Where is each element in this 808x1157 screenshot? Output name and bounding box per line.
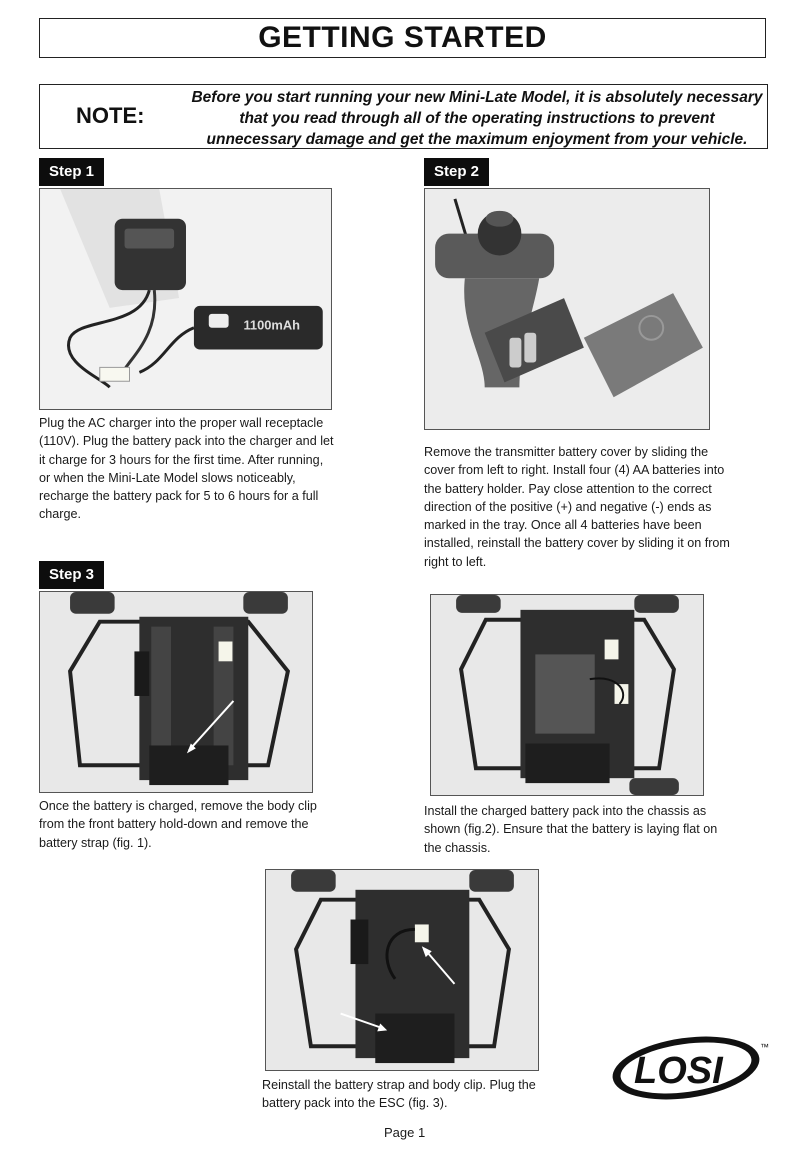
chassis-fig3-illustration — [266, 870, 538, 1070]
chassis-fig2-illustration — [431, 595, 703, 795]
charger-battery-illustration — [40, 189, 331, 409]
step-1-photo — [39, 188, 332, 410]
logo-wordmark: LOSI — [634, 1050, 723, 1092]
step-3-text-fig2: Install the charged battery pack into the chassis as shown (fig.2). Ensure that the battery is laying flat on the chassis. — [424, 804, 718, 855]
step-3-photo-fig1 — [39, 591, 313, 793]
step-1-tab: Step 1 — [39, 158, 104, 186]
transmitter-illustration — [425, 189, 709, 429]
page-title: GETTING STARTED — [258, 21, 547, 54]
step-3-text-fig1: Once the battery is charged, remove the body clip from the front battery hold-down and remove the battery strap (fig. 1). — [39, 799, 317, 850]
note-text: Before you start running your new Mini-Late Model, it is absolutely necessary that you read through all of the operating instructions to prevent unnecessary damage and get the maximum enjoyment from your vehicle. — [191, 89, 763, 148]
step-2-tab: Step 2 — [424, 158, 489, 186]
step-2-text: Remove the transmitter battery cover by sliding the cover from left to right. Install four (4) AA batteries into the battery holder. Pay close attention to the correct direction of the positive (+) and negative (-) ends as marked in the tray. Once all 4 batteries have been installed, reinstall the battery cover by sliding it on from right to left. — [424, 445, 730, 569]
losi-logo-mark — [612, 1030, 772, 1102]
step-3-text-fig3: Reinstall the battery strap and body clip. Plug the battery pack into the ESC (fig. 3). — [262, 1078, 536, 1111]
battery-label: 1100mAh — [243, 317, 301, 333]
step-2-photo — [424, 188, 710, 430]
trademark-symbol: ™ — [760, 1042, 769, 1052]
step-3-photo-fig2 — [430, 594, 704, 796]
step-1-text: Plug the AC charger into the proper wall receptacle (110V). Plug the battery pack into the charger and let it charge for 3 hours for the first time. After running, or when the Mini-Late Model slows noticeably, recharge the battery pack for 5 to 6 hours for a full charge. — [39, 416, 334, 522]
chassis-fig1-illustration — [40, 592, 312, 792]
step-3-photo-fig3 — [265, 869, 539, 1071]
title-box — [39, 18, 766, 58]
step-3-tab: Step 3 — [39, 561, 104, 589]
note-box — [39, 84, 768, 149]
losi-logo — [612, 1030, 772, 1102]
note-label: NOTE: — [76, 103, 145, 128]
page-number: Page 1 — [384, 1125, 426, 1140]
